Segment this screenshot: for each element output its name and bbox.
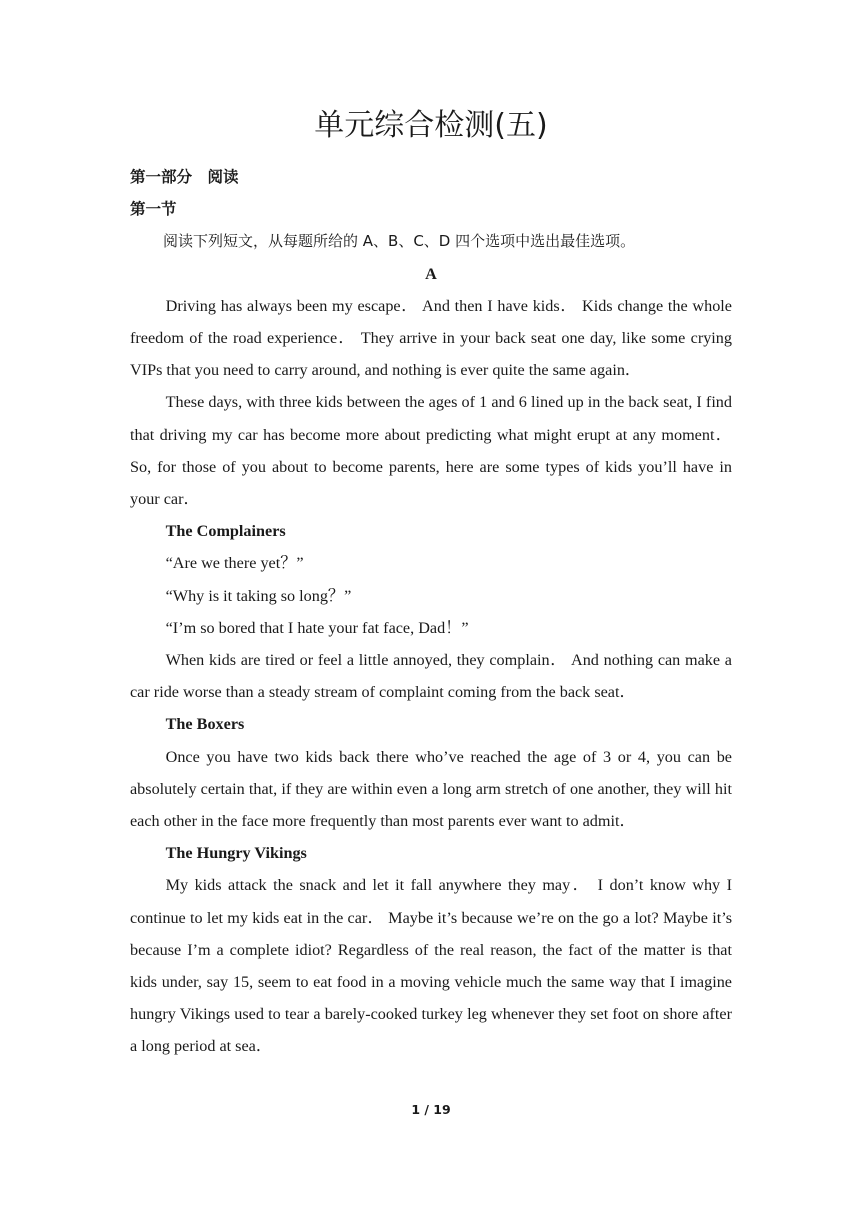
quote-line: “Are we there yet？” [165, 554, 304, 573]
instruction-text: 阅读下列短文，从每题所给的 A、B、C、D 四个选项中选出最佳选项。 [163, 232, 636, 251]
section-heading: 第一节 [130, 200, 177, 219]
paragraph: When kids are tired or feel a little annoyed, they complain． And nothing can make a car ride worse than a steady stream of complaint coming from the back seat． [130, 651, 732, 702]
subheading-hungry-vikings: The Hungry Vikings [165, 844, 307, 863]
quote-line: “I’m so bored that I hate your fat face, Dad！” [165, 618, 469, 637]
passage-label: A [425, 264, 437, 283]
page-number: 1 / 19 [411, 1102, 451, 1117]
subheading-boxers: The Boxers [165, 715, 245, 734]
subheading-complainers: The Complainers [165, 522, 286, 541]
page-title: 单元综合检测(五) [314, 108, 548, 143]
quote-line: “Why is it taking so long？” [165, 586, 352, 605]
part-heading: 第一部分 阅读 [130, 168, 239, 186]
document-page [130, 0, 732, 1216]
document-body [130, 161, 732, 1063]
paragraph: Once you have two kids back there who’ve reached the age of 3 or 4, you can be absolutely certain that, if they are within even a long arm stretch of one another, they will hit each other in the face more frequently than most parents ever want to admit． [130, 747, 732, 831]
paragraph: These days, with three kids between the ages of 1 and 6 lined up in the back seat, I find that driving my car has become more about predicting what might erupt at any moment． So, for those of you about to become parents, here are some types of kids you’ll have in your car． [130, 393, 732, 509]
paragraph: Driving has always been my escape． And then I have kids． Kids change the whole freedom of the road experience． They arrive in your back seat one day, like some crying VIPs that you need to carry around, and nothing is ever quite the same again． [130, 296, 732, 380]
paragraph: My kids attack the snack and let it fall anywhere they may． I don’t know why I continue to let my kids eat in the car． Maybe it’s because we’re on the go a lot? Maybe it’s because I’m a complete idiot? Regardless of the real reason, the fact of the matter is that kids under, say 15, seem to eat food in a moving vehicle much the same way that I imagine hungry Vikings used to tear a barely-cooked turkey leg whenever they set foot on shore after a long period at sea． [130, 876, 732, 1056]
